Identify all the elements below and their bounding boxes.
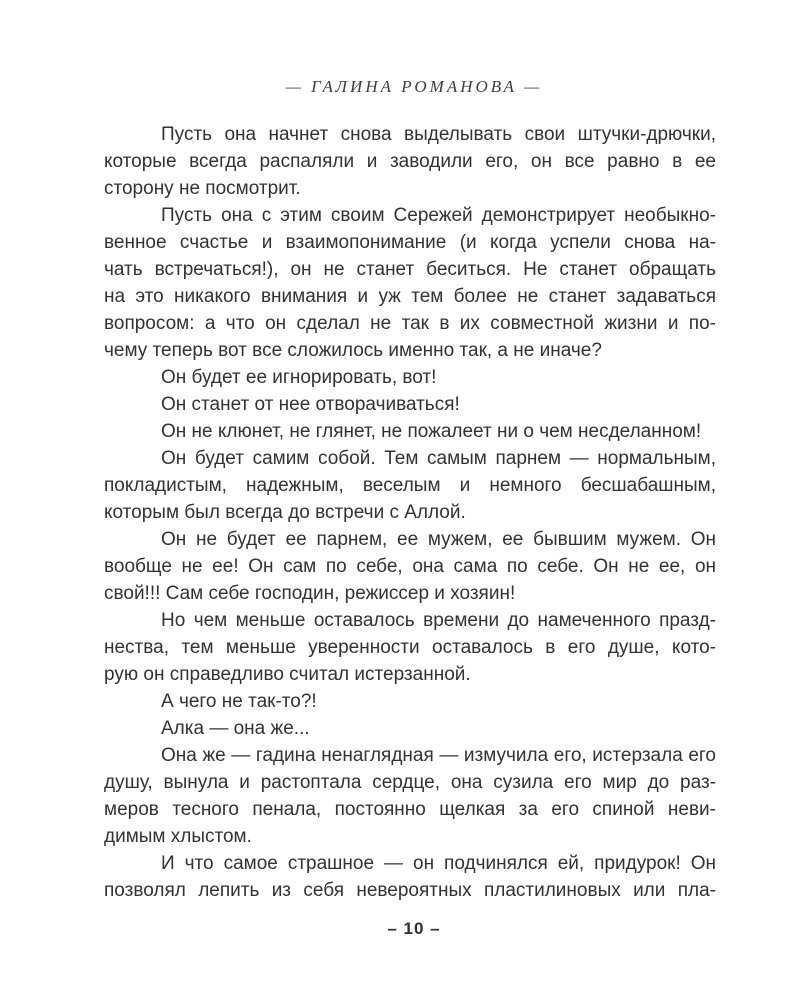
text-line: димым хлыстом. <box>104 826 252 847</box>
text-line: Он не клюнет, не глянет, не пожалеет ни о чем несделанном! <box>161 421 702 442</box>
text-line: позволял лепить из себя невероятных пластилиновых или пла- <box>104 880 716 901</box>
text-line: вопросом: а что он сделал не так в их совместной жизни и по- <box>104 313 716 334</box>
text-line: Она же — гадина ненаглядная — измучила его, истерзала его <box>161 745 716 766</box>
text-line: И что самое страшное — он подчинялся ей, придурок! Он <box>161 853 716 874</box>
text-line: свой!!! Сам себе господин, режиссер и хозяин! <box>104 583 516 604</box>
page-number: – 10 – <box>387 919 441 938</box>
text-line: Алка — она же... <box>161 718 310 739</box>
text-line: меров тесного пенала, постоянно щелкая за его спиной неви- <box>104 799 716 820</box>
text-line: нества, тем меньше уверенности оставалось в его душе, кото- <box>104 637 716 658</box>
text-line: на это никакого внимания и уж тем более не станет задаваться <box>104 286 716 307</box>
text-line: Он будет ее игнорировать, вот! <box>161 367 437 388</box>
text-line: Он станет от нее отворачиваться! <box>161 394 460 415</box>
text-line: А чего не так-то?! <box>161 691 317 712</box>
text-line: Пусть она начнет снова выделывать свои штучки-дрючки, <box>161 124 716 145</box>
text-line: душу, вынула и растоптала сердце, она сузила его мир до раз- <box>104 772 716 793</box>
text-line: венное счастье и взаимопонимание (и когда успели снова на- <box>104 232 716 253</box>
running-header: — ГАЛИНА РОМАНОВА — <box>285 77 543 96</box>
text-line: Он будет самим собой. Тем самым парнем — нормальным, <box>161 448 716 469</box>
text-line: Но чем меньше оставалось времени до намеченного празд- <box>161 610 716 631</box>
text-line: чать встречаться!), он не станет беситься. Не станет обращать <box>104 259 716 280</box>
text-line: чему теперь вот все сложилось именно так, а не иначе? <box>104 340 602 361</box>
text-line: которые всегда распаляли и заводили его, он все равно в ее <box>104 151 716 172</box>
text-line: Пусть она с этим своим Сережей демонстрирует необыкно- <box>161 205 716 226</box>
text-line: сторону не посмотрит. <box>104 178 301 199</box>
text-body <box>104 121 716 904</box>
text-line: рую он справедливо считал истерзанной. <box>104 664 471 685</box>
text-line: Он не будет ее парнем, ее мужем, ее бывшим мужем. Он <box>161 529 716 550</box>
text-line: вообще не ее! Он сам по себе, она сама по себе. Он не ее, он <box>104 556 716 577</box>
text-line: покладистым, надежным, веселым и немного бесшабашным, <box>104 475 716 496</box>
text-line: которым был всегда до встречи с Аллой. <box>104 502 466 523</box>
